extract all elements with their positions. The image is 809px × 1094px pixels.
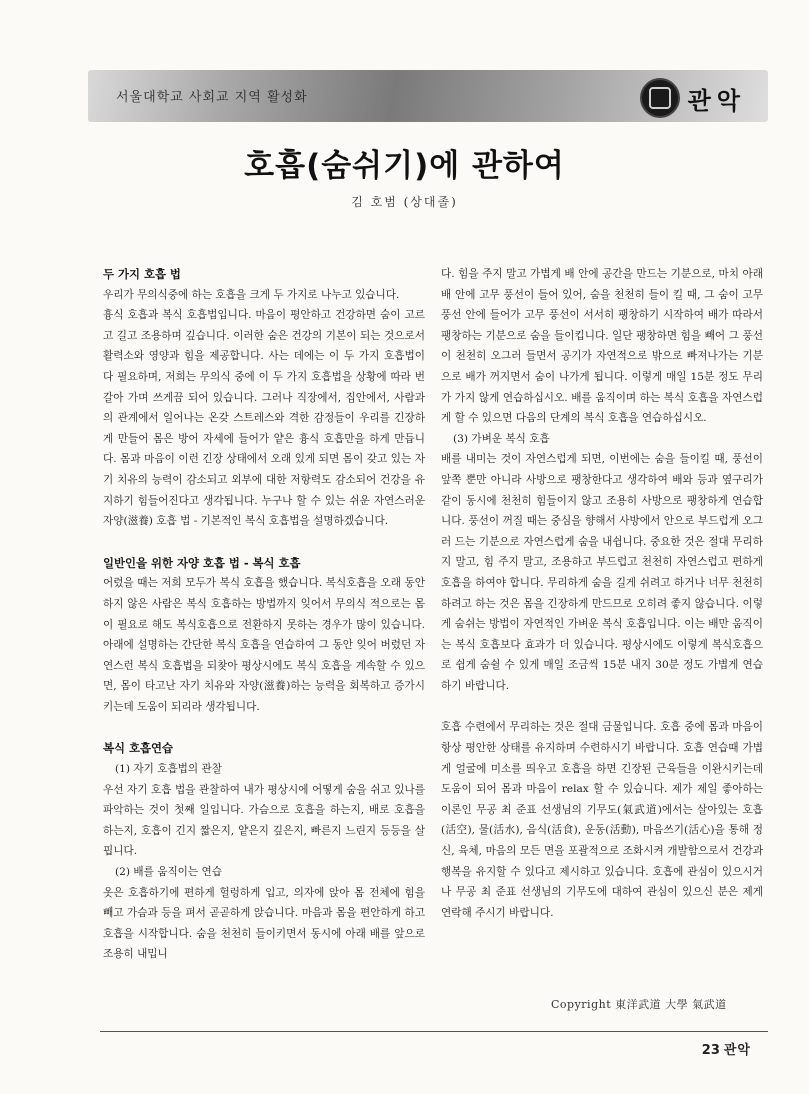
body-paragraph: 배를 내미는 것이 자연스럽게 되면, 이번에는 숨을 들이킬 때, 풍선이 앞쪽 뿐만 아니라 사방으로 팽창한다고 생각하여 배와 등과 옆구리가 같이 동시에 천천히 힘들이지 않고 조용히 사방으로 팽창하게 연습합니다. 풍선이 꺼질 때는 중심을 향해서 사방에서 안으로 부드럽게 오그러 드는 기분으로 자연스럽게 숨을 내쉽니다. 중요한 것은 절대 무리하지 말고, 힘 주지 말고, 조용하고 부드럽고 천천히 자연스럽고 편하게 호흡을 하여야 합니다. 무리하게 숨을 길게 쉬려고 하거나 너무 천천히 하려고 하는 것은 몸을 긴장하게 만드므로 오히려 좋지 않습니다. 이렇게 숨쉬는 방법이 자연적인 가벼운 복식 호흡입니다. 이는 배만 움직이는 복식 호흡보다 효과가 더 있습니다. 평상시에도 이렇게 복식호흡으로 쉽게 숨쉴 수 있게 매일 조금씩 15분 내지 30분 정도 가볍게 연습하기 바랍니다.	[441, 453, 763, 692]
university-emblem-icon	[640, 78, 680, 118]
paragraph-gap	[103, 717, 425, 738]
section-heading: 두 가지 호흡 법	[103, 267, 181, 281]
page-number: 23	[701, 1043, 720, 1058]
body-paragraph: 우리가 무의식중에 하는 호흡을 크게 두 가지로 나누고 있습니다.	[103, 288, 400, 301]
footer-rule	[100, 1031, 768, 1032]
right-column	[441, 264, 763, 923]
body-paragraph: 옷은 호흡하기에 편하게 헐렁하게 입고, 의자에 앉아 몸 전체에 힘을 빼고 가슴과 등을 펴서 곧곧하게 앉습니다. 마음과 몸을 편안하게 하고 호흡을 시작합니다. 숨을 천천히 들이키면서 동시에 아래 배를 앞으로 조용히 내밉니	[103, 886, 425, 961]
body-paragraph: 우선 자기 호흡 법을 관찰하여 내가 평상시에 어떻게 숨을 쉬고 있나를 파악하는 것이 첫째 일입니다. 가슴으로 호흡을 하는지, 배로 호흡을 하는지, 호흡이 긴지 짧은지, 얕은지 깊은지, 빠른지 느린지 등등을 살핍니다.	[103, 783, 425, 858]
subsection-label: (3) 가벼운 복식 호흡	[453, 432, 550, 445]
header-series-text: 서울대학교 사회교 지역 활성화	[116, 90, 308, 105]
header-banner	[88, 70, 768, 122]
body-paragraph: 다. 힘을 주지 말고 가볍게 배 안에 공간을 만드는 기분으로, 마치 아래 배 안에 고무 풍선이 들어 있어, 숨을 천천히 들이 킬 때, 그 숨이 고무 풍선 안에 들어가 고무 풍선이 서서히 팽창하기 시작하여 배가 따라서 팽창하는 기분으로 숨을 들이킵니다. 일단 팽창하면 힘을 빼어 그 풍선이 천천히 오그러 들면서 공기가 자연적으로 밖으로 빠져나가는 기분으로 배가 꺼지면서 숨이 나가게 됩니다. 이렇게 매일 15분 정도 무리가 가지 않게 연습하십시오. 배를 움직이며 하는 복식 호흡을 자연스럽게 할 수 있으면 다음의 단계의 복식 호흡을 연습하십시오.	[441, 268, 763, 425]
body-paragraph: 어렸을 때는 저희 모두가 복식 호흡을 했습니다. 복식호흡을 오래 동안 하지 않은 사람은 복식 호흡하는 방법까지 잊어서 무의식 적으로는 몸이 필요로 해도 복식호흡으로 전환하지 못하는 경우가 많이 있습니다. 아래에 설명하는 간단한 복식 호흡을 연습하여 그 동안 잊어 버렸던 자연스런 복식 호흡법을 되찾아 평상시에도 복식 호흡을 계속할 수 있으면, 몸이 타고난 자기 치유와 자양(滋養)하는 능력을 회복하고 증가시키는데 도움이 되리라 생각됩니다.	[103, 577, 425, 713]
body-paragraph: 흉식 호흡과 복식 호흡법입니다. 마음이 평안하고 건강하면 숨이 고르고 길고 조용하며 깊습니다. 이러한 숨은 건강의 기본이 되는 것으로서 활력소와 영양과 힘을 제공합니다. 사는 데에는 이 두 가지 호흡법이 다 필요하며, 저희는 무의식 중에 이 두 가지 호흡법을 상황에 따라 번갈아 가며 쓰게끔 되어 있습니다. 그러나 직장에서, 집안에서, 사람과의 관계에서 일어나는 온갖 스트레스와 격한 감정들이 우리를 긴장하게 만들어 몸은 방어 자세에 들어가 얕은 흉식 호흡만을 하게 만듭니다. 몸과 마음이 이런 긴장 상태에서 오래 있게 되면 몸이 갖고 있는 자기 치유의 능력이 감소되고 외부에 대한 저항력도 감소되어 건강을 유지하기 힘들어진다고 생각됩니다. 누구나 할 수 있는 쉬운 자연스러운 자양(滋養) 호흡 법 - 기본적인 복식 호흡법을 설명하겠습니다.	[103, 309, 425, 528]
subsection-label: (2) 배를 움직이는 연습	[115, 866, 222, 879]
subsection-label: (1) 자기 호흡법의 관찰	[115, 763, 222, 776]
article-author: 김 호범 (상대졸)	[351, 195, 458, 209]
article-title: 호흡(숨쉬기)에 관하여	[244, 148, 565, 184]
page-footer	[702, 1039, 751, 1058]
paragraph-gap	[103, 532, 425, 553]
magazine-brand: 관악	[687, 86, 746, 115]
footer-brand: 관악	[723, 1043, 751, 1058]
header-brand-group	[640, 78, 746, 118]
section-heading: 복식 호흡연습	[103, 741, 173, 756]
copyright-line: Copyright 東洋武道 大學 氣武道	[551, 998, 727, 1011]
section-heading: 일반인을 위한 자양 호흡 법 - 복식 호흡	[103, 555, 301, 570]
left-column	[103, 264, 425, 965]
body-paragraph: 호흡 수련에서 무리하는 것은 절대 금물입니다. 호흡 중에 몸과 마음이 항상 평안한 상태를 유지하며 수련하시기 바랍니다. 호흡 연습때 가볍게 얼굴에 미소를 띄우고 호흡을 하면 긴장된 근육들을 이완시키는데 도움이 되어 몸과 마음이 relax 할 수 있습니다. 제가 제일 좋아하는 이론인 무공 최 준표 선생님의 기무도(氣武道)에서는 살아있는 호흡(活空), 물(活水), 음식(活食), 운동(活動), 마음쓰기(活心)을 통해 정신, 육체, 마음의 모든 면을 포괄적으로 조화시켜 개발함으로서 건강과 행복을 유지할 수 있다고 제시하고 있습니다. 호흡에 관심이 있으시거나 무공 최 준표 선생님의 기무도에 대하여 관심이 있으신 분은 제게 연락해 주시기 바랍니다.	[441, 721, 763, 919]
paragraph-gap	[441, 696, 763, 717]
